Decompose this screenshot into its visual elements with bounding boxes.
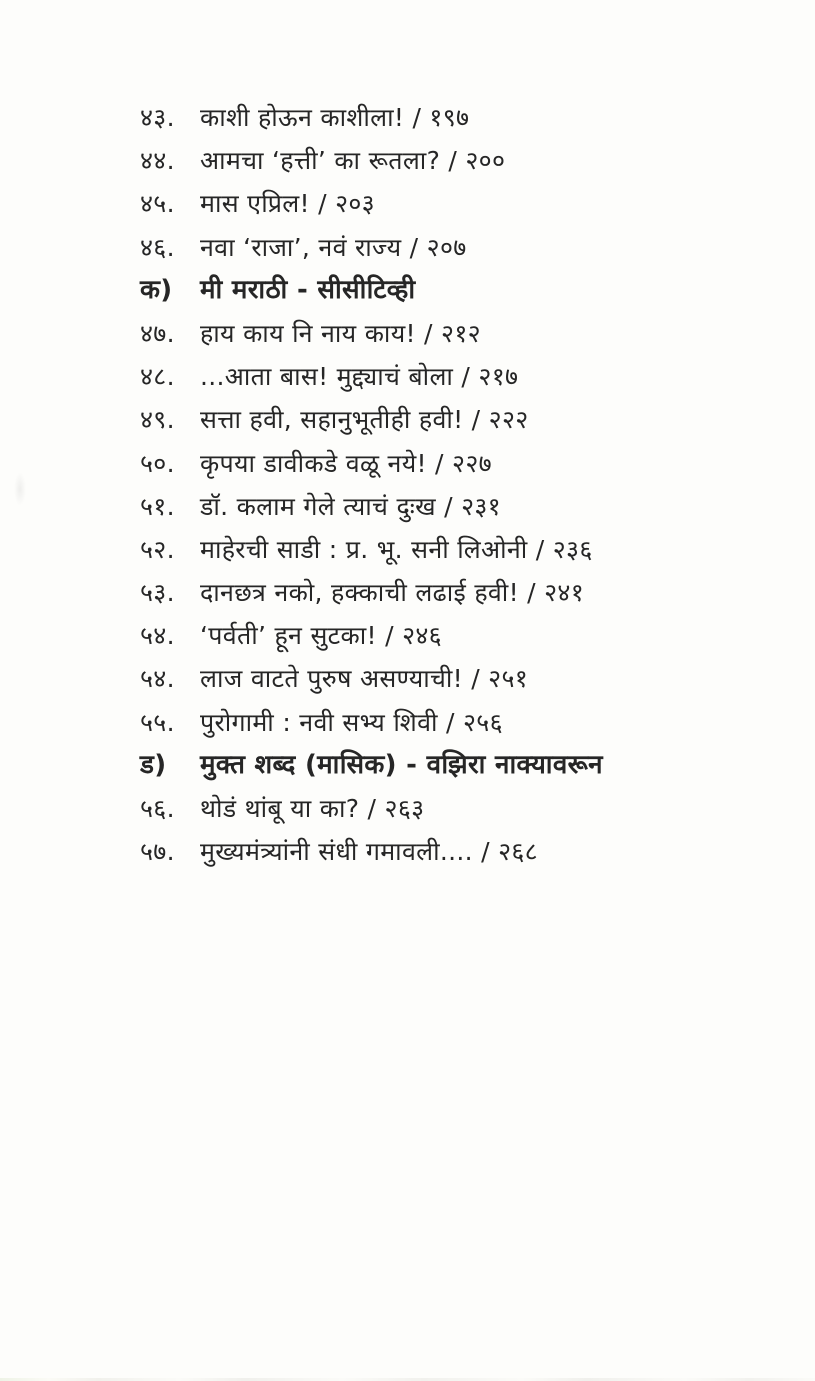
toc-entry-number: ५०.	[140, 448, 175, 478]
toc-entry-number: ४५.	[140, 189, 175, 219]
toc-entry	[140, 139, 790, 182]
toc-section-header	[140, 744, 790, 787]
toc-entry	[140, 614, 790, 657]
toc-entry-title: सत्ता हवी, सहानुभूतीही हवी! / २२२	[200, 405, 529, 435]
scan-artifact-speck	[14, 472, 26, 506]
toc-entry	[140, 701, 790, 744]
toc-entry-number: ४६.	[140, 232, 175, 262]
toc-entry-number: ४८.	[140, 362, 175, 392]
toc-entry-number: ४३.	[140, 103, 175, 132]
toc-entry-title: ‘पर्वती’ हून सुटका! / २४६	[200, 621, 442, 651]
toc-entry	[140, 528, 790, 571]
toc-entry-title: कृपया डावीकडे वळू नये! / २२७	[200, 448, 492, 478]
toc-entry-title: मुख्यमंत्र्यांनी संधी गमावली.... / २६८	[200, 837, 538, 867]
toc-entry-title: माहेरची साडी : प्र. भू. सनी लिओनी / २३६	[200, 534, 593, 564]
toc-entry-title: डॉ. कलाम गेले त्याचं दुःख / २३१	[200, 491, 501, 521]
toc-section-title: मी मराठी - सीसीटिव्ही	[200, 274, 416, 305]
toc-entry-number: ५५.	[140, 707, 175, 737]
toc-entry-number: ५६.	[140, 794, 175, 823]
toc-entry	[140, 571, 790, 614]
toc-section-title: मुक्त शब्द (मासिक) - वझिरा नाक्यावरून	[200, 749, 603, 780]
toc-entry-title: लाज वाटते पुरुष असण्याची! / २५१	[200, 664, 529, 694]
toc-entry	[140, 485, 790, 528]
toc-entry-title: काशी होऊन काशीला! / १९७	[200, 103, 470, 132]
toc-entry-title: हाय काय नि नाय काय! / २१२	[200, 318, 481, 348]
toc-entry-title: थोडं थांबू या का? / २६३	[200, 794, 425, 823]
toc-entry	[140, 657, 790, 700]
toc-entry	[140, 787, 790, 830]
toc-entry	[140, 830, 790, 873]
toc-entry	[140, 96, 790, 139]
toc-entry	[140, 312, 790, 355]
toc-entry	[140, 226, 790, 269]
toc-entry-title: मास एप्रिल! / २०३	[200, 189, 375, 219]
toc-entry-title: नवा ‘राजा’, नवं राज्य / २०७	[200, 232, 467, 262]
toc-entry	[140, 398, 790, 441]
toc-entry-number: ५४.	[140, 621, 175, 651]
toc-entry	[140, 355, 790, 398]
toc-entry-number: ५४.	[140, 664, 175, 694]
toc-section-letter: क)	[140, 274, 173, 305]
toc-entry-title: आमचा ‘हत्ती’ का रूतला? / २००	[200, 146, 506, 176]
toc-entry	[140, 442, 790, 485]
toc-section-letter: ड)	[140, 749, 167, 780]
toc-entry-number: ५१.	[140, 491, 175, 521]
toc-entry-number: ५७.	[140, 837, 175, 867]
toc-entry-number: ४४.	[140, 146, 175, 176]
toc-entry-title: पुरोगामी : नवी सभ्य शिवी / २५६	[200, 707, 503, 737]
toc-entry	[140, 182, 790, 225]
toc-entry-number: ५३.	[140, 578, 175, 608]
toc-entry-number: ४९.	[140, 405, 175, 435]
toc-entry-number: ५२.	[140, 534, 175, 564]
toc-list	[140, 96, 790, 873]
toc-section-header	[140, 269, 790, 312]
toc-entry-title: ...आता बास! मुद्द्याचं बोला / २१७	[200, 362, 519, 392]
toc-entry-number: ४७.	[140, 318, 175, 348]
toc-entry-title: दानछत्र नको, हक्काची लढाई हवी! / २४१	[200, 578, 585, 608]
